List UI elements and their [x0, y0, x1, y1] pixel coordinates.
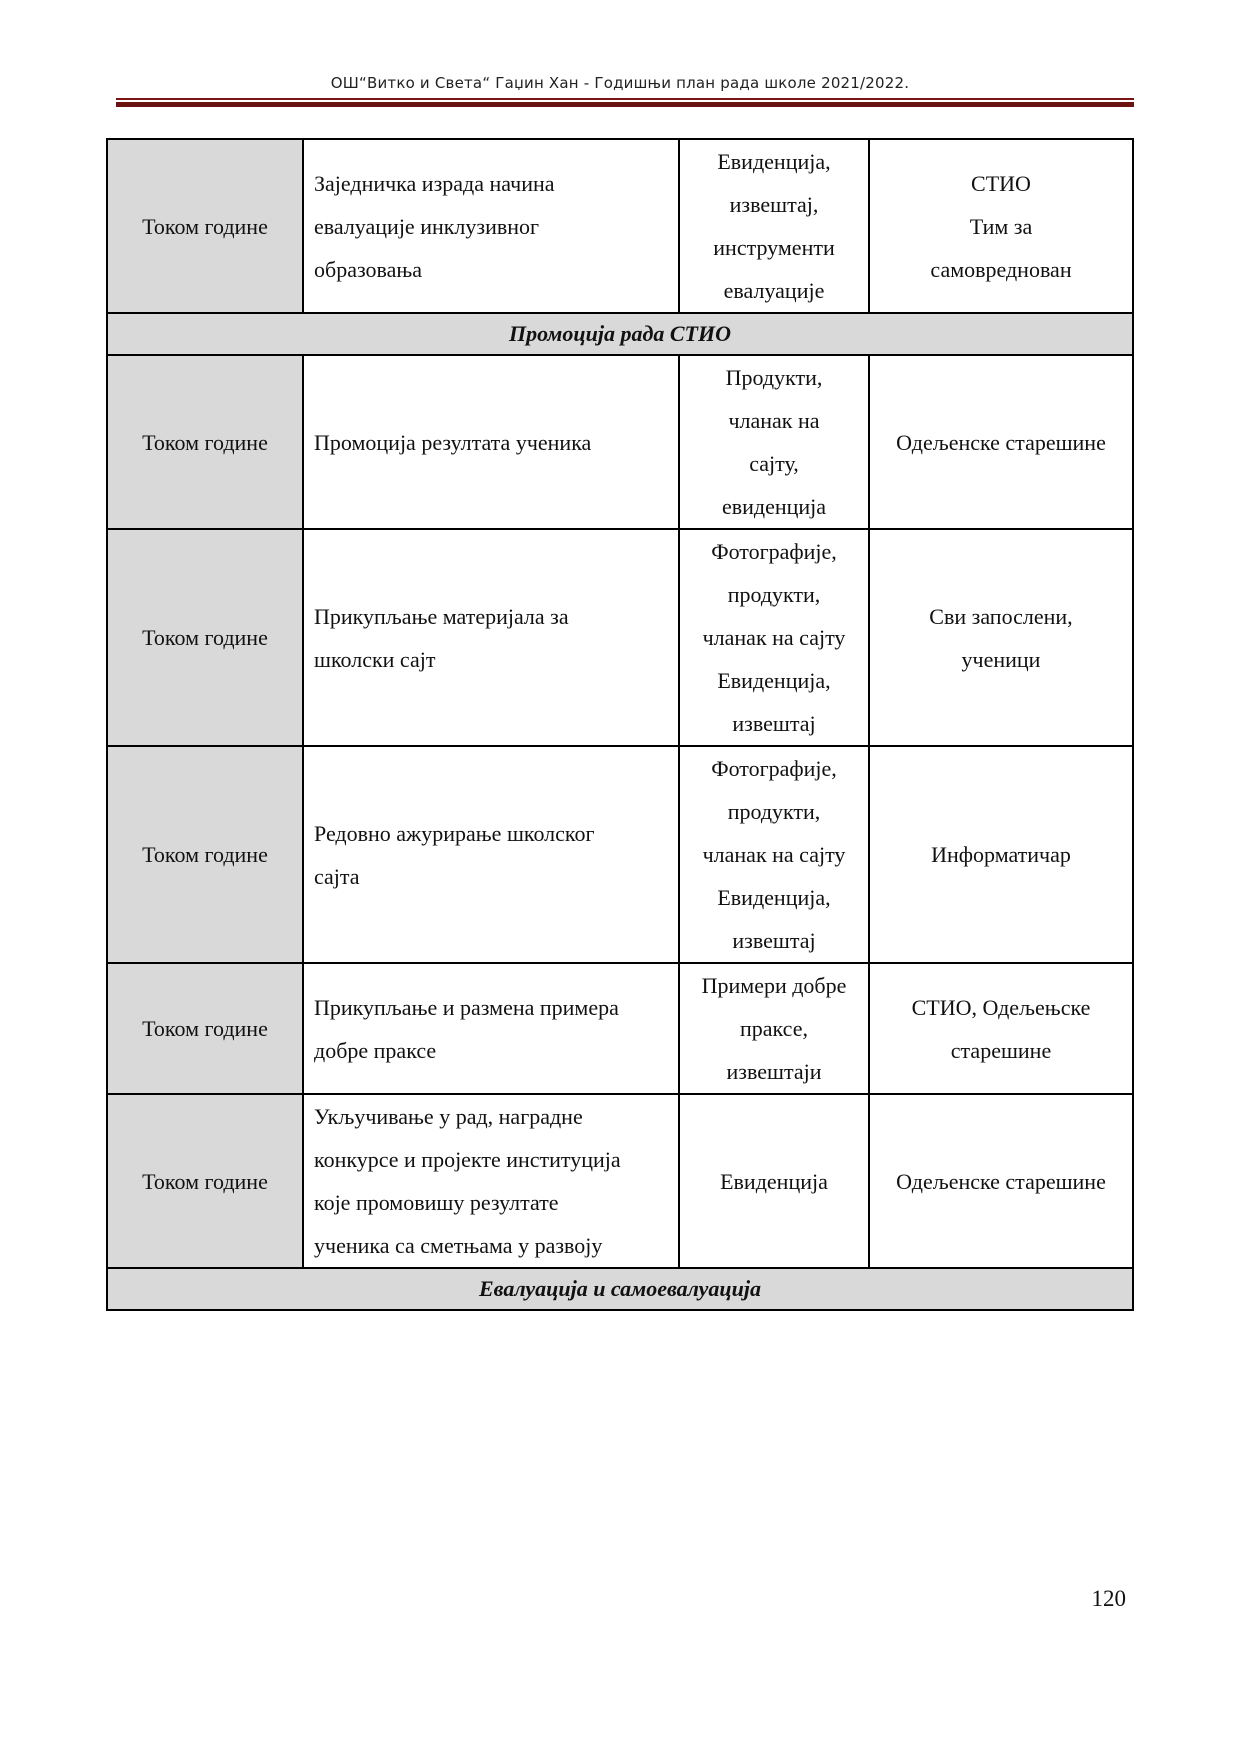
table-row — [107, 746, 1133, 963]
time-cell: Током године — [107, 746, 303, 963]
activity-line: сајта — [314, 863, 360, 889]
activity-line: школски сајт — [314, 646, 436, 672]
activity-table — [106, 138, 1134, 1311]
responsible-line: СТИО, Одељењске — [911, 994, 1091, 1020]
activity-line: ученика са сметњама у развоју — [314, 1233, 603, 1258]
activity-line: Прикупљање материјала за — [314, 603, 569, 629]
evidence-line: чланак на сајту — [702, 625, 846, 650]
evidence-line: Евиденција, — [717, 149, 831, 174]
time-cell: Током године — [107, 1094, 303, 1268]
evidence-line: чланак на — [728, 408, 820, 433]
time-cell: Током године — [107, 355, 303, 529]
table-row — [107, 529, 1133, 746]
table-row — [107, 139, 1133, 313]
activity-cell — [303, 963, 679, 1094]
evidence-line: Продукти, — [725, 365, 823, 390]
section-heading: Евалуација и самоевалуација — [107, 1268, 1133, 1310]
activity-cell — [303, 746, 679, 963]
responsible-line: Сви запослени, — [929, 603, 1073, 629]
responsible-cell — [869, 355, 1133, 529]
evidence-cell — [679, 139, 869, 313]
activity-line: добре праксе — [314, 1037, 437, 1063]
page-header: ОШ“Витко и Света“ Гаџин Хан - Годишњи план рада школе 2021/2022. — [330, 74, 910, 92]
evidence-line: продукти, — [727, 799, 821, 824]
table-row — [107, 963, 1133, 1094]
evidence-line: Евиденција — [720, 1168, 828, 1194]
evidence-line: Примери добре — [701, 973, 847, 998]
section-row — [107, 1268, 1133, 1310]
activity-line: Заједничка израда начина — [314, 170, 555, 196]
header-rule-thin — [116, 98, 1134, 100]
evidence-line: извештаји — [726, 1059, 822, 1084]
activity-cell — [303, 529, 679, 746]
time-cell: Током године — [107, 139, 303, 313]
evidence-line: чланак на сајту — [702, 842, 846, 867]
activity-line: конкурсе и пројекте институција — [314, 1147, 621, 1172]
evidence-cell — [679, 746, 869, 963]
responsible-line: старешине — [950, 1037, 1052, 1063]
time-cell: Током године — [107, 529, 303, 746]
responsible-cell — [869, 529, 1133, 746]
table-row — [107, 355, 1133, 529]
header-rule — [116, 98, 1134, 107]
responsible-cell — [869, 746, 1133, 963]
responsible-line: Одељенске старешине — [896, 1168, 1106, 1194]
evidence-line: сајту, — [749, 451, 799, 476]
responsible-line: СТИО — [971, 170, 1031, 196]
evidence-cell — [679, 355, 869, 529]
evidence-line: извештај, — [729, 192, 819, 217]
responsible-cell — [869, 139, 1133, 313]
activity-line: евалуације инклузивног — [314, 213, 540, 239]
table-row — [107, 1094, 1133, 1268]
evidence-line: Евиденција, — [717, 885, 831, 910]
activity-line: које промовишу резултате — [314, 1190, 559, 1215]
evidence-line: евиденција — [721, 494, 827, 519]
activity-cell — [303, 1094, 679, 1268]
evidence-cell — [679, 529, 869, 746]
evidence-cell — [679, 963, 869, 1094]
evidence-line: Евиденција, — [717, 668, 831, 693]
evidence-line: извештај — [732, 928, 816, 953]
activity-line: Прикупљање и размена примера — [314, 994, 619, 1020]
page-number: 120 — [1091, 1586, 1126, 1611]
section-row — [107, 313, 1133, 355]
header-rule-thick — [116, 102, 1134, 107]
responsible-line: Одељенске старешине — [896, 429, 1106, 455]
activity-line: образовања — [314, 256, 423, 282]
activity-line: Промоција резултата ученика — [314, 429, 592, 455]
evidence-line: праксе, — [740, 1016, 808, 1041]
responsible-line: Тим за — [969, 213, 1033, 239]
evidence-line: евалуације — [723, 278, 825, 303]
evidence-line: Фотографије, — [711, 539, 837, 564]
responsible-line: самовреднован — [930, 256, 1072, 282]
evidence-cell — [679, 1094, 869, 1268]
responsible-cell — [869, 963, 1133, 1094]
responsible-line: Информатичар — [931, 842, 1071, 867]
evidence-line: извештај — [732, 711, 816, 736]
evidence-line: продукти, — [727, 582, 821, 607]
activity-cell — [303, 355, 679, 529]
section-heading: Промоција рада СТИО — [107, 313, 1133, 355]
evidence-line: Фотографије, — [711, 756, 837, 781]
responsible-line: ученици — [961, 646, 1041, 672]
time-cell: Током године — [107, 963, 303, 1094]
activity-cell — [303, 139, 679, 313]
evidence-line: инструменти — [713, 235, 835, 260]
responsible-cell — [869, 1094, 1133, 1268]
activity-line: Укључивање у рад, наградне — [314, 1104, 583, 1129]
activity-line: Редовно ажурирање школског — [314, 820, 595, 846]
